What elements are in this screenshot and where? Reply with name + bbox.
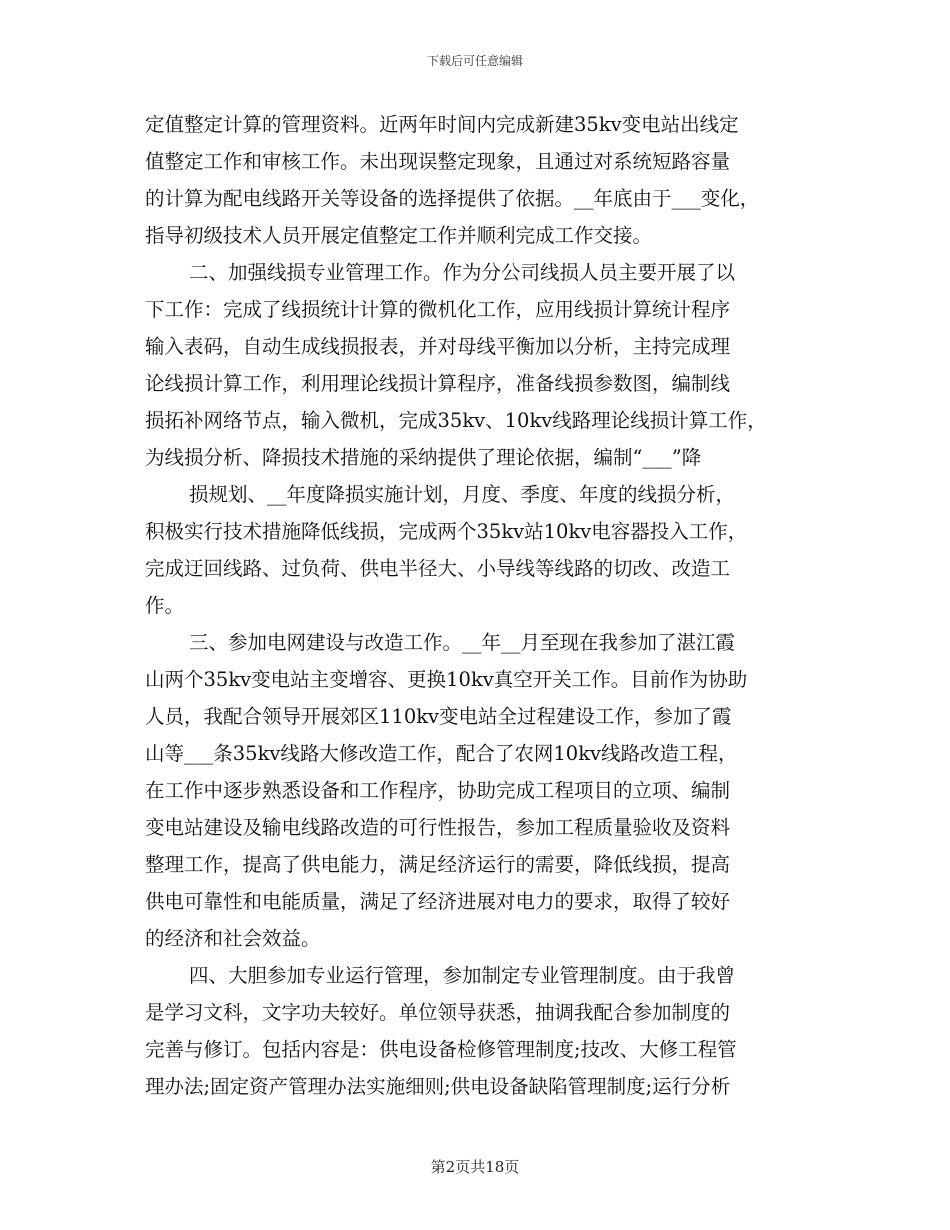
text-line: 整理工作，提高了供电能力，满足经济运行的需要，降低线损，提高 <box>145 853 731 876</box>
text-line: 完善与修订。包括内容是：供电设备检修管理制度;技改、大修工程管 <box>145 1038 737 1061</box>
text-line: 理办法;固定资产管理办法实施细则;供电设备缺陷管理制度;运行分析 <box>145 1075 731 1098</box>
text-line: 人员，我配合领导开展郊区110kv变电站全过程建设工作，参加了霞 <box>145 705 732 728</box>
paragraph-start-line: 三、参加电网建设与改造工作。__年__月至现在我参加了湛江霞 <box>189 631 736 654</box>
text-line: 山等___条35kv线路大修改造工作，配合了农网10kv线路改造工程， <box>145 742 738 765</box>
text-line: 论线损计算工作，利用理论线损计算程序，准备线损参数图，编制线 <box>145 372 731 395</box>
document-body <box>145 106 815 1105</box>
page-header: 下载后可任意编辑 <box>426 54 523 68</box>
text-line: 山两个35kv变电站主变增容、更换10kv真空开关工作。目前作为协助 <box>145 668 748 691</box>
text-line: 为线损分析、降损技术措施的采纳提供了理论依据，编制“___”降 <box>145 446 702 469</box>
text-line: 是学习文科，文字功夫较好。单位领导获悉，抽调我配合参加制度的 <box>145 1001 731 1024</box>
text-line: 的计算为配电线路开关等设备的选择提供了依据。__年底由于___变化， <box>145 187 760 210</box>
text-line: 在工作中逐步熟悉设备和工作程序，协助完成工程项目的立项、编制 <box>145 779 731 802</box>
page-footer: 第2页共18页 <box>430 1158 520 1176</box>
text-line: 变电站建设及输电线路改造的可行性报告，参加工程质量验收及资料 <box>145 816 731 839</box>
text-line: 供电可靠性和电能质量，满足了经济进展对电力的要求，取得了较好 <box>145 890 731 913</box>
text-line: 下工作：完成了线损统计计算的微机化工作，应用线损计算统计程序 <box>145 298 731 321</box>
text-line: 损拓补网络节点，输入微机，完成35kv、10kv线路理论线损计算工作， <box>145 409 767 432</box>
text-line: 输入表码，自动生成线损报表，并对母线平衡加以分析，主持完成理 <box>145 335 731 358</box>
paragraph-start-line: 二、加强线损专业管理工作。作为分公司线损人员主要开展了以 <box>189 261 736 284</box>
text-line: 作。 <box>145 594 185 617</box>
paragraph-start-line: 四、大胆参加专业运行管理，参加制定专业管理制度。由于我曾 <box>189 964 736 987</box>
text-line: 完成迂回线路、过负荷、供电半径大、小导线等线路的切改、改造工 <box>145 557 731 580</box>
text-line: 值整定工作和审核工作。未出现误整定现象，且通过对系统短路容量 <box>145 150 731 173</box>
text-line: 指导初级技术人员开展定值整定工作并顺利完成工作交接。 <box>145 224 653 247</box>
text-line: 定值整定计算的管理资料。近两年时间内完成新建35kv变电站出线定 <box>145 113 739 136</box>
text-line: 积极实行技术措施降低线损，完成两个35kv站10kv电容器投入工作， <box>145 520 748 543</box>
text-line: 的经济和社会效益。 <box>145 927 321 950</box>
paragraph-start-line: 损规划、__年度降损实施计划，月度、季度、年度的线损分析， <box>189 483 736 506</box>
